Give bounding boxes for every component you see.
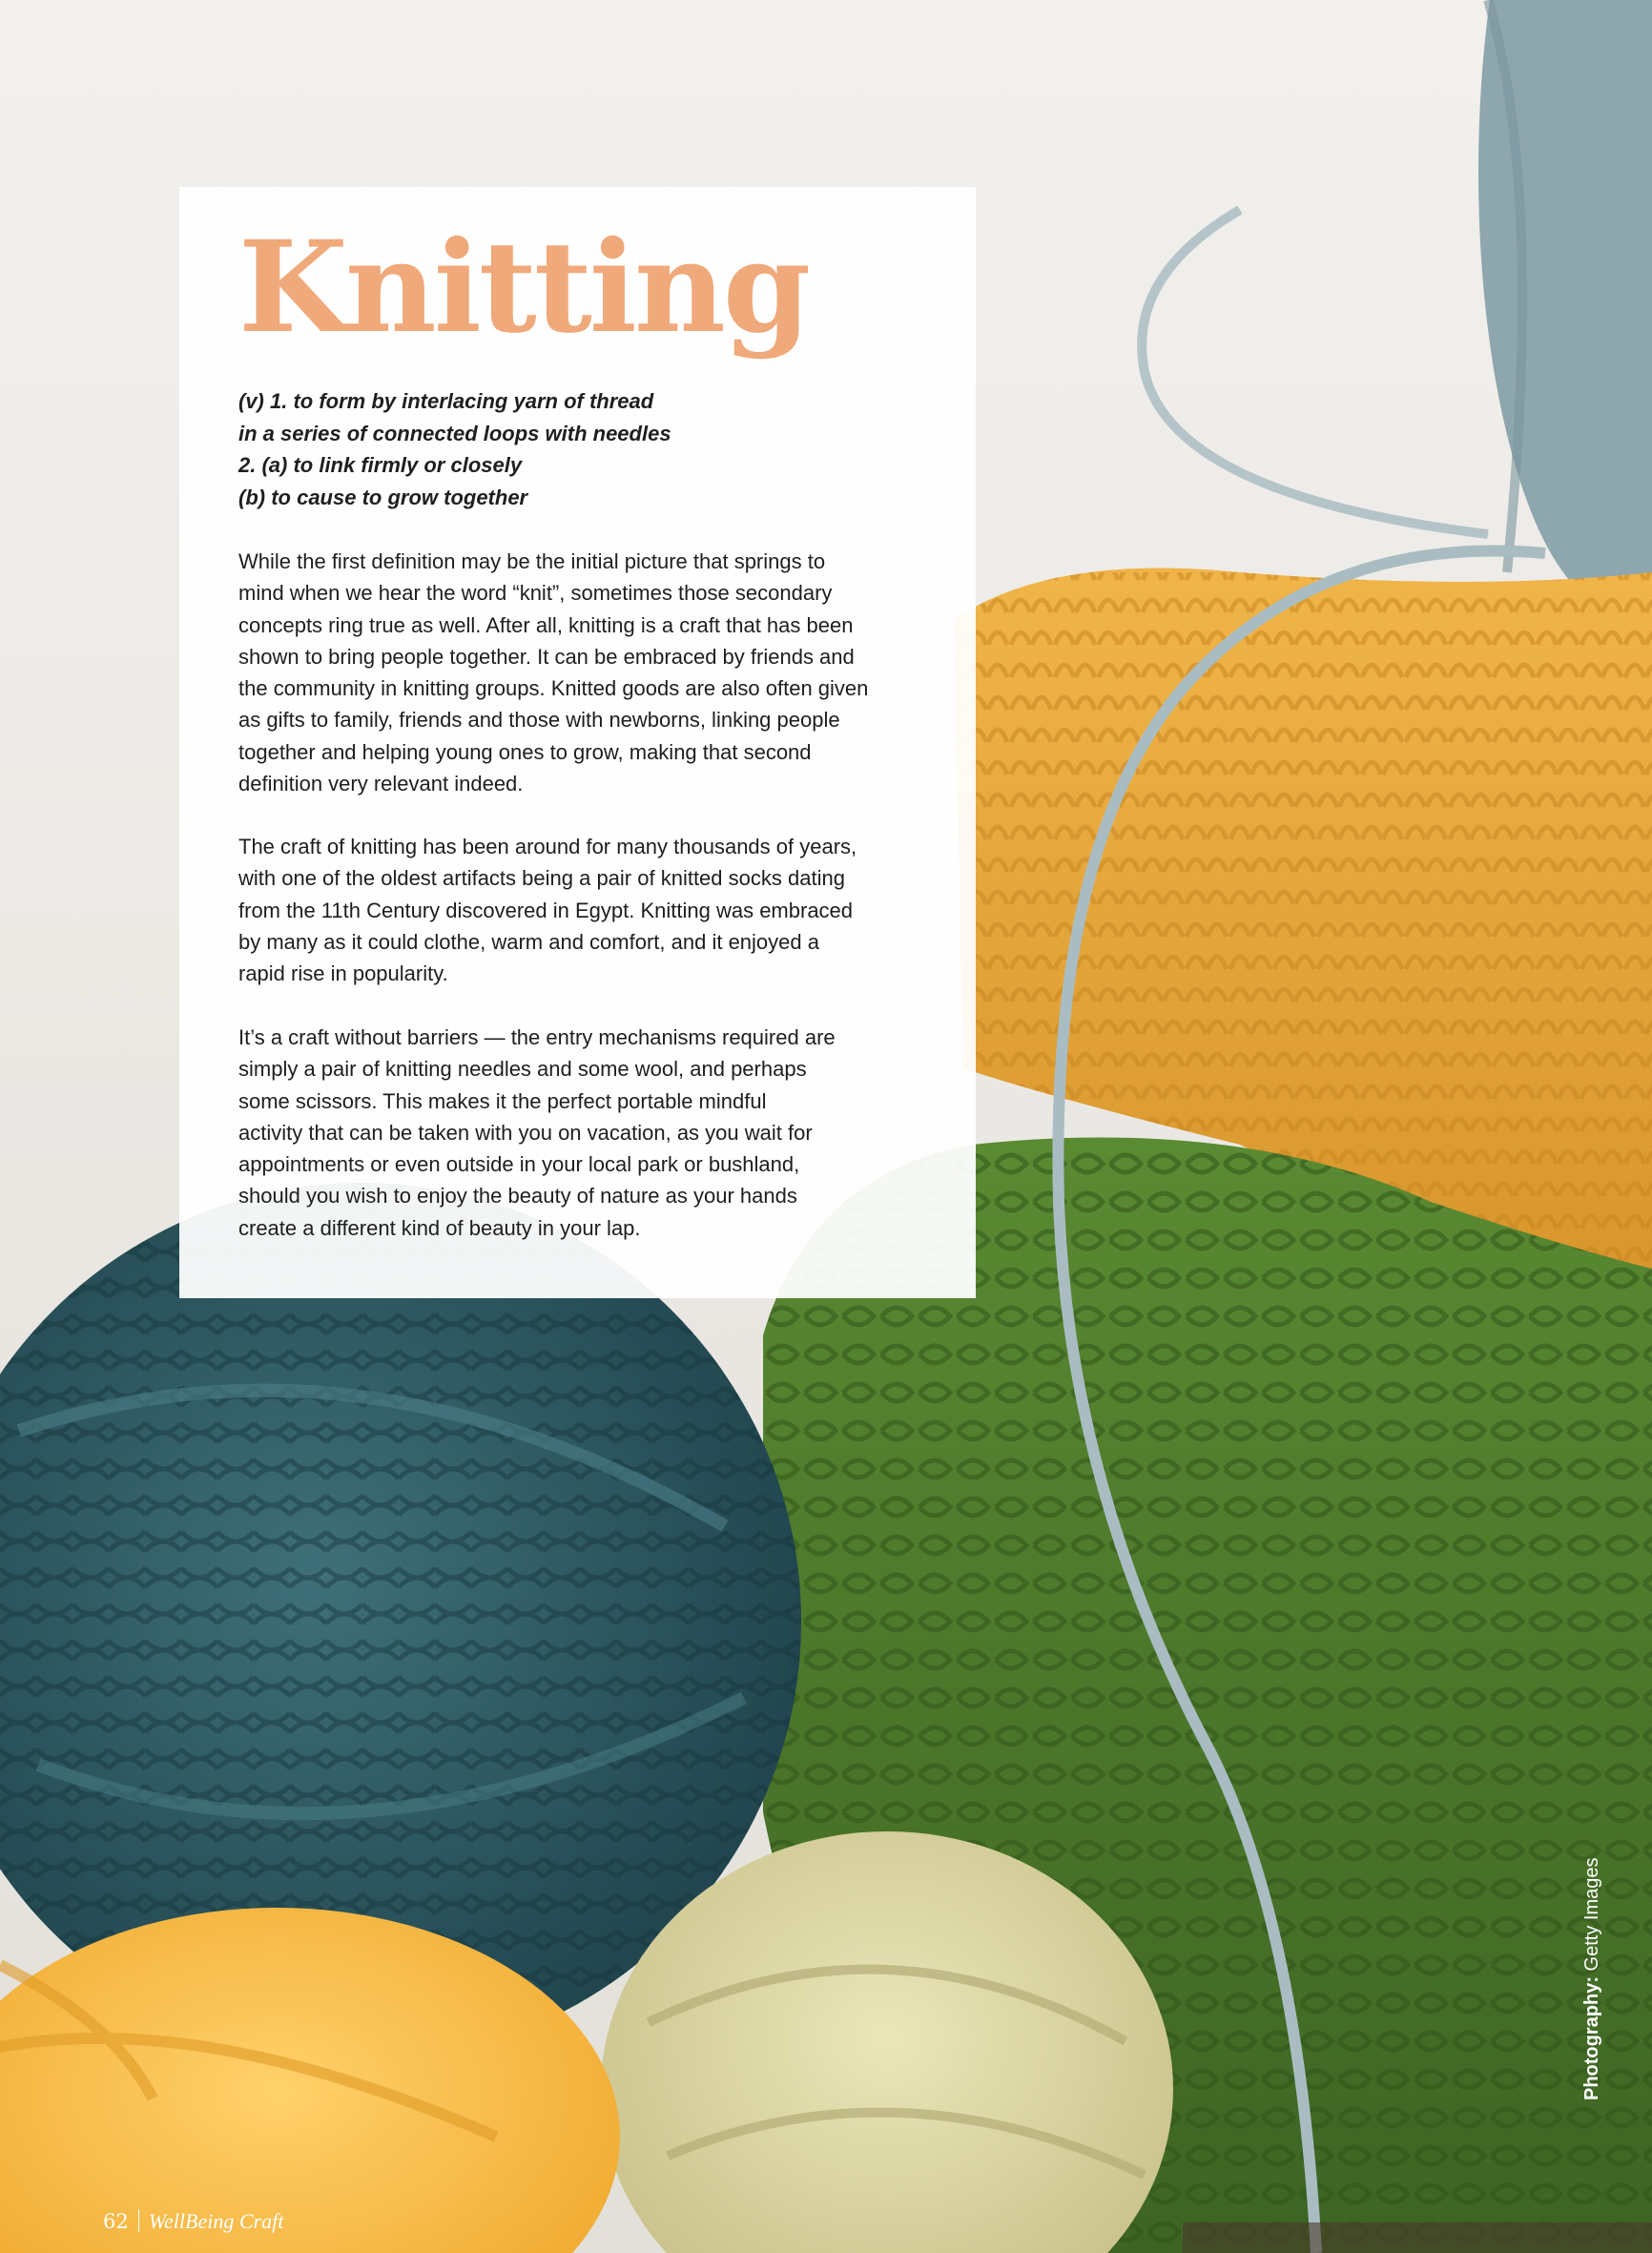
photo-credit-label: Photography: xyxy=(1581,1976,1602,2100)
paragraph-line: simply a pair of knitting needles and some wool, and perhaps xyxy=(238,1057,807,1082)
definition-line: in a series of connected loops with needles xyxy=(238,421,671,445)
photo-credit xyxy=(1581,1858,1603,2101)
paragraph-line: The craft of knitting has been around for many thousands of years, xyxy=(238,835,857,858)
page-number: 62 xyxy=(103,2210,129,2233)
page-footer xyxy=(103,2209,283,2234)
body-paragraph xyxy=(238,1022,935,1244)
paragraph-line: the community in knitting groups. Knitted goods are also often given xyxy=(238,676,869,701)
paragraph-line: should you wish to enjoy the beauty of nature as your hands xyxy=(238,1184,797,1209)
paragraph-line: definition very relevant indeed. xyxy=(238,772,524,796)
paragraph-line: by many as it could clothe, warm and comfort, and it enjoyed a xyxy=(238,929,819,954)
paragraph-line: shown to bring people together. It can be embraced by friends and xyxy=(238,644,855,669)
definition-line: (v) 1. to form by interlacing yarn of thread xyxy=(238,389,654,413)
definition-line: (b) to cause to grow together xyxy=(238,485,528,509)
article-title: Knitting xyxy=(238,214,809,362)
paragraph-line: mind when we hear the word “knit”, sometimes those secondary xyxy=(238,581,833,606)
paragraph-line: activity that can be taken with you on vacation, as you wait for xyxy=(238,1120,813,1145)
magazine-name: WellBeing Craft xyxy=(148,2209,284,2233)
paragraph-line: some scissors. This makes it the perfect portable mindful xyxy=(238,1088,767,1113)
dictionary-definition xyxy=(238,385,944,513)
body-paragraph xyxy=(238,831,935,989)
paragraph-line: with one of the oldest artifacts being a pair of knitted socks dating xyxy=(238,866,845,891)
paragraph-line: as gifts to family, friends and those with newborns, linking people xyxy=(238,708,840,733)
paragraph-line: concepts ring true as well. After all, knitting is a craft that has been xyxy=(238,612,854,637)
photo-credit-source: Getty Images xyxy=(1581,1857,1602,1972)
paragraph-line: create a different kind of beauty in your lap. xyxy=(238,1215,641,1240)
definition-line: 2. (a) to link firmly or closely xyxy=(238,453,523,477)
paragraph-line: appointments or even outside in your local park or bushland, xyxy=(238,1152,800,1177)
footer-divider xyxy=(138,2209,139,2232)
paragraph-line: While the first definition may be the initial picture that springs to xyxy=(238,549,826,573)
paragraph-line: rapid rise in popularity. xyxy=(238,961,448,986)
paragraph-line: It’s a craft without barriers — the entry mechanisms required are xyxy=(238,1025,836,1049)
paragraph-line: from the 11th Century discovered in Egypt. Knitting was embraced xyxy=(238,898,854,922)
body-paragraph xyxy=(238,546,935,799)
paragraph-line: together and helping young ones to grow, making that second xyxy=(238,739,812,764)
